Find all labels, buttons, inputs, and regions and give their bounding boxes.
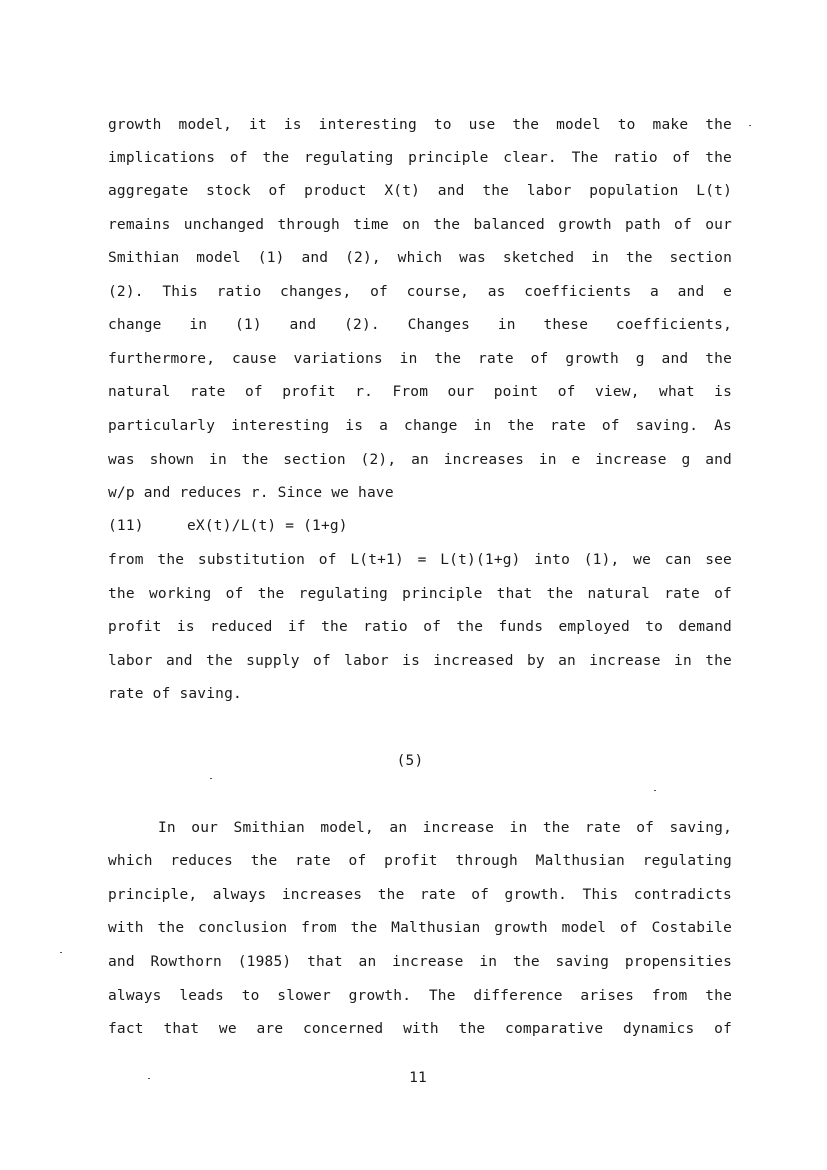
paragraph3-line-7: fact that we are concerned with the comparative dynamics of <box>108 1021 732 1037</box>
paragraph1-line-10: particularly interesting is a change in the rate of saving. As <box>108 418 732 434</box>
paragraph2-line-3: profit is reduced if the ratio of the funds employed to demand <box>108 619 732 635</box>
paragraph2-line-1: from the substitution of L(t+1) = L(t)(1+g) into (1), we can see <box>108 552 732 568</box>
scan-speck <box>148 1078 150 1079</box>
paragraph3-line-3: principle, always increases the rate of growth. This contradicts <box>108 887 732 903</box>
paragraph3-line-1: In our Smithian model, an increase in the rate of saving, <box>158 820 732 836</box>
paragraph1-line-1: growth model, it is interesting to use the model to make the <box>108 117 732 133</box>
scan-speck <box>749 125 751 126</box>
paragraph3-line-2: which reduces the rate of profit through Malthusian regulating <box>108 853 732 869</box>
paragraph1-line-5: Smithian model (1) and (2), which was sketched in the section <box>108 250 732 266</box>
paragraph1-line-11: was shown in the section (2), an increases in e increase g and <box>108 452 732 468</box>
paragraph3-line-4: with the conclusion from the Malthusian growth model of Costabile <box>108 920 732 936</box>
paragraph1-line-7: change in (1) and (2). Changes in these coefficients, <box>108 317 732 333</box>
page-number: 11 <box>409 1070 427 1086</box>
paragraph1-line-6: (2). This ratio changes, of course, as coefficients a and e <box>108 284 732 300</box>
paragraph1-line-8: furthermore, cause variations in the rate of growth g and the <box>108 351 732 367</box>
paragraph2-line-2: the working of the regulating principle that the natural rate of <box>108 586 732 602</box>
paragraph1-line-4: remains unchanged through time on the balanced growth path of our <box>108 217 732 233</box>
paragraph1-line-12: w/p and reduces r. Since we have <box>108 485 394 501</box>
paragraph2-line-5: rate of saving. <box>108 686 242 702</box>
paragraph1-line-2: implications of the regulating principle clear. The ratio of the <box>108 150 732 166</box>
scan-speck <box>210 778 212 779</box>
paragraph1-line-9: natural rate of profit r. From our point of view, what is <box>108 384 732 400</box>
paragraph2-line-4: labor and the supply of labor is increased by an increase in the <box>108 653 732 669</box>
equation-number: (11) <box>108 518 144 534</box>
section-heading: (5) <box>396 753 424 769</box>
paragraph3-line-6: always leads to slower growth. The difference arises from the <box>108 988 732 1004</box>
paragraph3-line-5: and Rowthorn (1985) that an increase in the saving propensities <box>108 954 732 970</box>
scan-speck <box>654 790 656 791</box>
equation-text: eX(t)/L(t) = (1+g) <box>187 518 348 534</box>
scan-speck <box>60 952 62 953</box>
paragraph1-line-3: aggregate stock of product X(t) and the labor population L(t) <box>108 183 732 199</box>
